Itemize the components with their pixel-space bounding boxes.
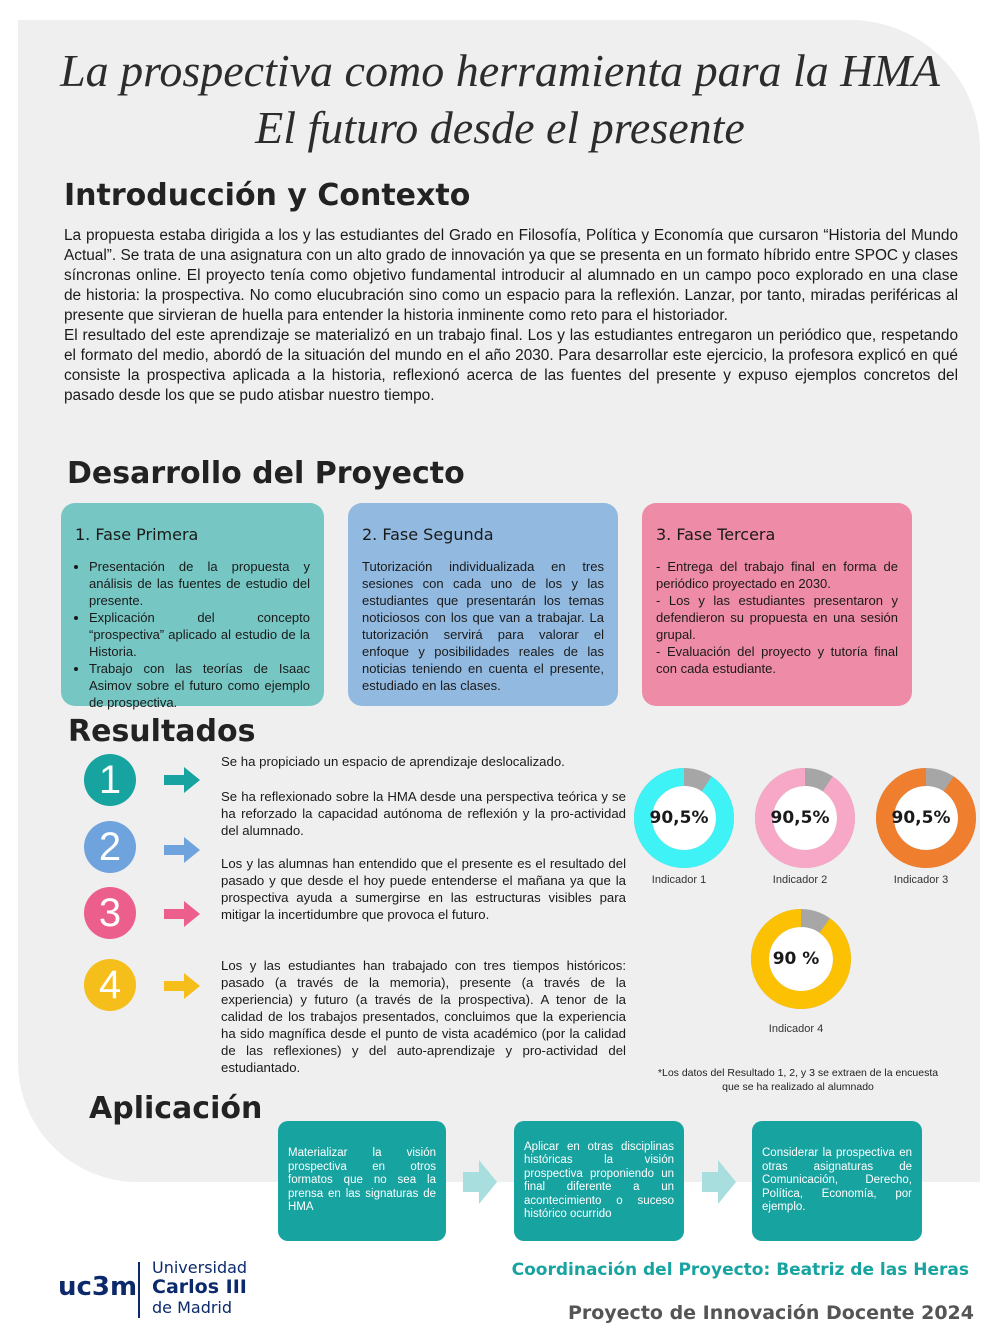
- poster-title-line1: La prospectiva como herramienta para la HMA: [60, 45, 940, 96]
- right-arrow-icon: [164, 973, 200, 999]
- phase-card-1: [61, 503, 324, 710]
- chevron-right-icon: [463, 1160, 497, 1204]
- indicator-1: [629, 768, 739, 886]
- logo-uc3m: uc3m: [58, 1272, 138, 1302]
- footnote-line-1: *Los datos del Resultado 1, 2, y 3 se extraen de la encuesta: [657, 1067, 939, 1079]
- phase-1-list: [75, 558, 310, 711]
- result-number-3: 3: [84, 887, 136, 939]
- indicator-3-value: 90,5%: [891, 808, 951, 828]
- right-arrow-icon: [164, 767, 200, 793]
- application-box-2: [514, 1121, 684, 1241]
- indicator-2: [750, 768, 860, 886]
- intro-paragraph-2: El resultado del este aprendizaje se materializó en un trabajo final. Los y las estudiantes entregaron un periódico que, respetando el formato del medio, abordó de la situación del mundo en el año 2030. Para desarrollar este ejercicio, la profesora explicó en qué consiste la prospectiva aplicada a la historia, reflexionó acerca de las fuentes del presente y expuso ejemplos concretos del pasado desde los que se pudo atisbar nuestro tiempo.: [64, 327, 958, 404]
- application-box-3: [752, 1121, 922, 1241]
- application-box-1: [278, 1121, 446, 1241]
- resultados-heading: Resultados: [68, 714, 256, 749]
- result-text-3: Los y las alumnas han entendido que el presente es el resultado del pasado y que desde el hoy puede entenderse el mañana ya que la prospectiva ayuda a sumergirse en las estructuras visibles para mitigar la incertidumbre que provoca el futuro.: [221, 856, 626, 922]
- aplicacion-heading: Aplicación: [89, 1091, 263, 1126]
- logo-line-2: Carlos III: [152, 1276, 247, 1298]
- footnote-line-2: que se ha realizado al alumnado: [722, 1081, 874, 1093]
- poster-title-line2: El futuro desde el presente: [255, 102, 745, 153]
- logo-line-3: de Madrid: [152, 1298, 233, 1317]
- indicator-3-label: Indicador 3: [893, 874, 949, 886]
- project-name: Proyecto de Innovación Docente 2024: [567, 1302, 974, 1324]
- application-box-3-text: Considerar la prospectiva en otras asignaturas de Comunicación, Derecho, Política, Economía, por ejemplo.: [762, 1147, 912, 1214]
- result-text-2: Se ha reflexionado sobre la HMA desde una perspectiva teórica y se ha reforzado la capacidad autónoma de reflexión y la pro-actividad del alumnado.: [221, 789, 626, 838]
- application-box-1-text: Materializar la visión prospectiva en otros formatos que no sea la prensa en las signaturas de HMA: [288, 1147, 436, 1214]
- indicator-4-value: 90 %: [772, 949, 820, 969]
- phase-3-line: - Los y las estudiantes presentaron y defendieron su propuesta en una sesión grupal.: [656, 593, 898, 642]
- logo-university-name: [152, 1258, 247, 1317]
- indicator-footnote: [630, 1066, 966, 1094]
- application-box-2-text: Aplicar en otras disciplinas históricas la visión prospectiva proponiendo un final diferente a un acontecimiento o suceso histórico ocurrido: [524, 1140, 674, 1220]
- indicator-1-value: 90,5%: [649, 808, 709, 828]
- phase-card-2: [348, 503, 618, 706]
- coordination-text: Coordinación del Proyecto: Beatriz de las Heras: [511, 1260, 969, 1280]
- indicator-2-value: 90,5%: [770, 808, 830, 828]
- result-text-1: Se ha propiciado un espacio de aprendizaje deslocalizado.: [221, 754, 565, 769]
- result-number-4: 4: [84, 959, 136, 1011]
- result-text-4: Los y las estudiantes han trabajado con tres tiempos históricos: pasado (a través de la memoria), presente (a través de la experiencia) y futuro (a través de la prospectiva). A tenor de la calidad de los trabajos presentados, concluimos que la experiencia ha sido magnífica desde el punto de vista académico (por la calidad de las reflexiones) y del auto-aprendizaje y pro-actividad del estudiantado.: [221, 958, 626, 1075]
- indicator-2-label: Indicador 2: [772, 874, 828, 886]
- chevron-right-icon: [702, 1160, 736, 1204]
- phase-3-line: - Entrega del trabajo final en forma de periódico proyectado en 2030.: [656, 559, 898, 591]
- logo-line-1: Universidad: [152, 1258, 248, 1277]
- indicator-3: [871, 768, 981, 886]
- phase-1-item: • Explicación del concepto “prospectiva” aplicado al estudio de la Historia.: [89, 609, 310, 660]
- indicator-4: [746, 909, 856, 1035]
- phase-3-line: - Evaluación del proyecto y tutoría final con cada estudiante.: [656, 644, 898, 676]
- phase-1-title: 1. Fase Primera: [75, 525, 199, 544]
- intro-paragraph-1: La propuesta estaba dirigida a los y las estudiantes del Grado en Filosofía, Política y Economía que cursaron “Historia del Mundo Actual”. Se trata de una asignatura con un alto grado de innovación ya que se presenta en un formato híbrido entre SPOC y clases síncronas online. El proyecto tenía como objetivo fundamental introducir al alumnado en un campo poco explorado en una clase de historia: la prospectiva. No como elucubración sino como un espacio para la reflexión. Lanzar, por tanto, miradas periféricas al presente que sirvieran de huella para entender la historia inminente como reto para el historiador.: [64, 227, 958, 324]
- phase-card-3: [642, 503, 912, 706]
- desarrollo-heading: Desarrollo del Proyecto: [67, 456, 465, 491]
- phase-2-text: Tutorización individualizada en tres sesiones con cada uno de los y las estudiantes que presentarán los temas noticiosos con los que van a trabajar. La tutorización servirá para valorar el enfoque y posibilidades reales de las noticias teniendo en cuenta el presente, estudiado en las clases.: [362, 559, 604, 693]
- logo-divider: [138, 1262, 140, 1318]
- right-arrow-icon: [164, 837, 200, 863]
- phase-2-title: 2. Fase Segunda: [362, 525, 494, 544]
- phase-3-title: 3. Fase Tercera: [656, 525, 776, 544]
- intro-text: [64, 226, 958, 406]
- intro-heading: Introducción y Contexto: [64, 178, 471, 213]
- phase-1-item: • Presentación de la propuesta y análisis de las fuentes de estudio del presente.: [89, 558, 310, 609]
- phase-1-item: • Trabajo con las teorías de Isaac Asimov sobre el futuro como ejemplo de prospectiva.: [89, 660, 310, 711]
- result-number-1: 1: [84, 754, 136, 806]
- result-number-2: 2: [84, 821, 136, 873]
- right-arrow-icon: [164, 901, 200, 927]
- indicator-1-label: Indicador 1: [651, 874, 707, 886]
- indicator-4-label: Indicador 4: [768, 1023, 824, 1035]
